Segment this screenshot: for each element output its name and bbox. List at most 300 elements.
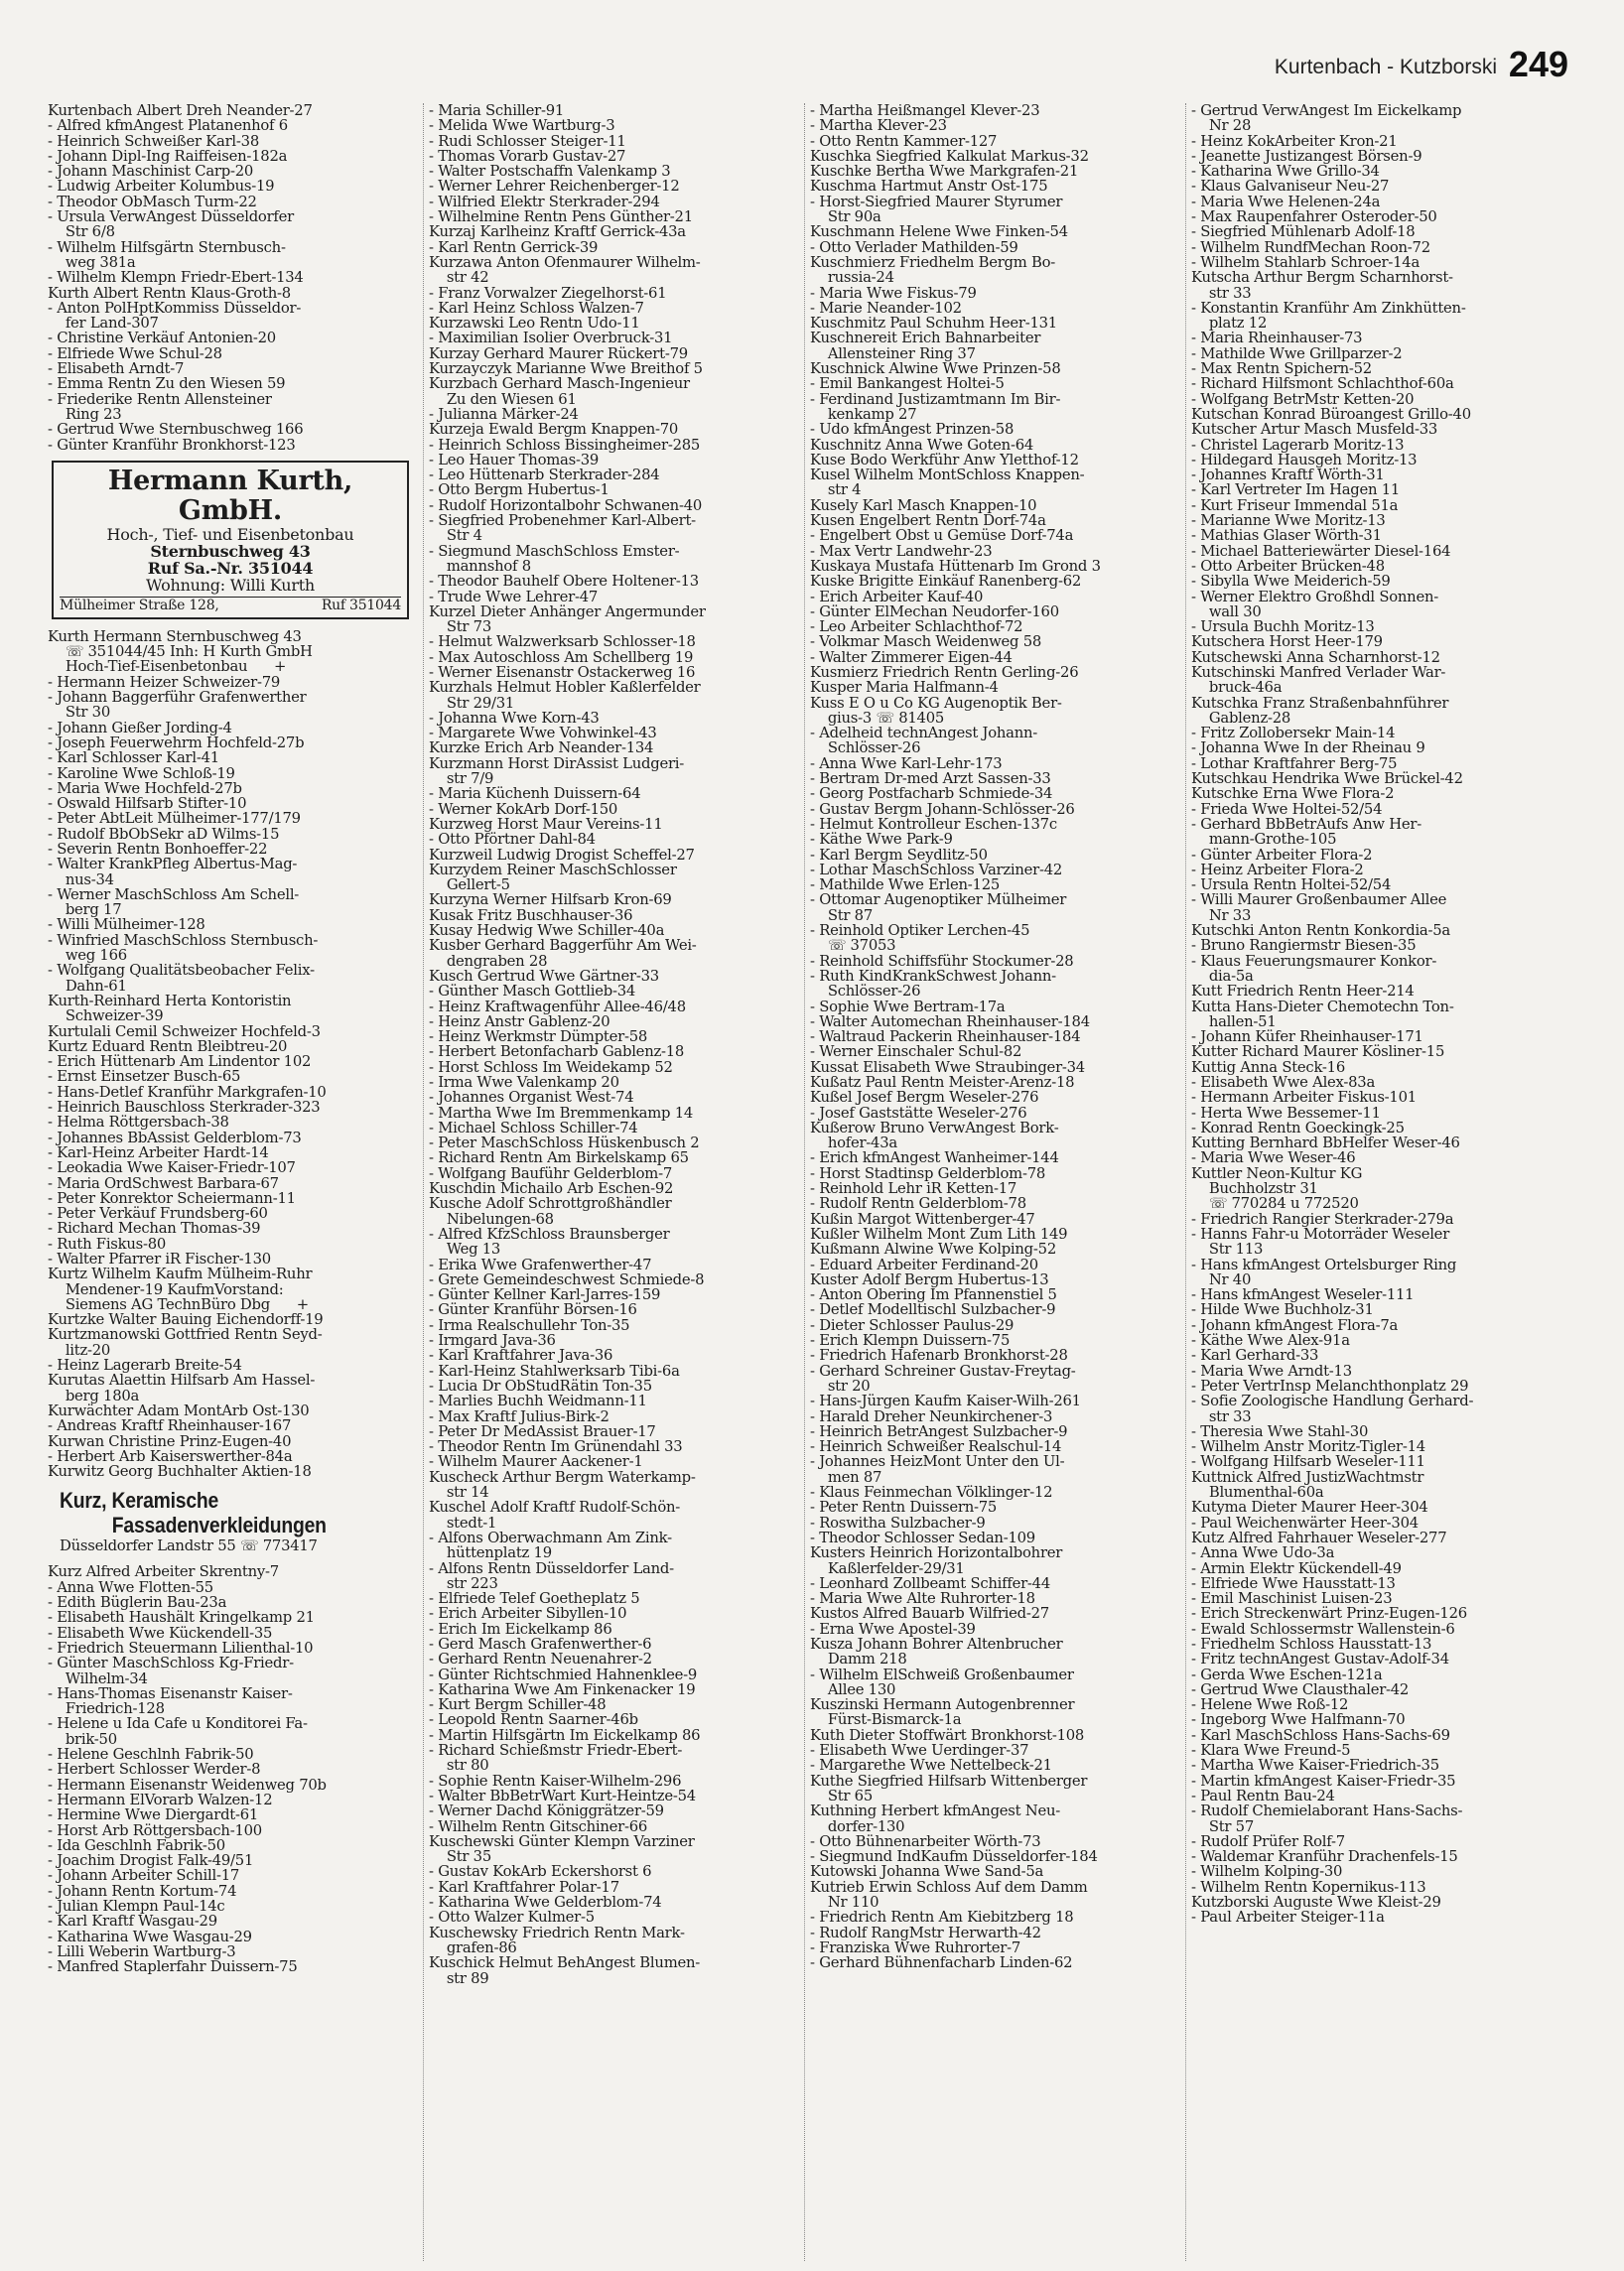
directory-entry: Kuschma Hartmut Anstr Ost-175 xyxy=(810,179,1048,195)
directory-entry: brik-50 xyxy=(48,1731,117,1748)
directory-entry: Gablenz-28 xyxy=(1191,710,1291,727)
directory-entry: - Johannes Organist West-74 xyxy=(429,1090,634,1106)
directory-entry: Nr 33 xyxy=(1191,907,1252,924)
directory-entry: - Erich Streckenwärt Prinz-Eugen-126 xyxy=(1191,1606,1467,1622)
directory-entry: - Johanna Wwe In der Rheinau 9 xyxy=(1191,740,1425,756)
directory-entry: Kusber Gerhard Baggerführ Am Wei- xyxy=(429,938,697,954)
directory-entry: - Mathias Glaser Wörth-31 xyxy=(1191,528,1382,544)
directory-entry: Kutta Hans-Dieter Chemotechn Ton- xyxy=(1191,999,1454,1014)
directory-entry: - Otto Rentn Kammer-127 xyxy=(810,133,998,149)
directory-entry: Schweizer-39 xyxy=(48,1008,164,1024)
directory-entry: - Michael Batteriewärter Diesel-164 xyxy=(1191,543,1451,559)
directory-entry: - Katharina Wwe Am Finkenacker 19 xyxy=(429,1681,696,1698)
directory-entry: Kuschick Helmut BehAngest Blumen- xyxy=(429,1955,701,1971)
ad-company-name: Hermann Kurth, GmbH. xyxy=(107,465,353,526)
directory-entry: - Roswitha Sulzbacher-9 xyxy=(810,1515,986,1531)
directory-entry: - Wolfgang Bauführ Gelderblom-7 xyxy=(429,1165,672,1182)
directory-entry: - Friederike Rentn Allensteiner xyxy=(48,391,272,407)
directory-entry: - Friedrich Hafenarb Bronkhorst-28 xyxy=(810,1348,1068,1364)
directory-entry: - Rudolf Chemielaborant Hans-Sachs- xyxy=(1191,1803,1463,1819)
directory-entry: - Maria Schiller-91 xyxy=(429,103,565,119)
directory-entry: - Christel Lagerarb Moritz-13 xyxy=(1191,437,1405,453)
directory-entry: - Max Rentn Spichern-52 xyxy=(1191,361,1372,377)
directory-entry: str 33 xyxy=(1191,285,1252,301)
page-header xyxy=(48,40,1568,89)
directory-entry: - Heinrich BetrAngest Sulzbacher-9 xyxy=(810,1423,1068,1440)
directory-entry: Weg 13 xyxy=(429,1242,501,1258)
directory-entry: - Irma Realschullehr Ton-35 xyxy=(429,1317,630,1334)
directory-entry: Nr 110 xyxy=(810,1895,880,1911)
directory-entry: - Adelheid technAngest Johann- xyxy=(810,726,1038,741)
directory-entry: ☏ 37053 xyxy=(810,938,896,954)
directory-entry: - Emma Rentn Zu den Wiesen 59 xyxy=(48,376,286,392)
directory-entry: - Herta Wwe Bessemer-11 xyxy=(1191,1105,1381,1121)
directory-entry: - Maria Rheinhauser-73 xyxy=(1191,331,1363,346)
directory-entry: Kutschera Horst Heer-179 xyxy=(1191,634,1383,650)
directory-entry: Kurth Hermann Sternbuschweg 43 xyxy=(48,628,302,645)
page-number: 249 xyxy=(1508,44,1568,84)
directory-entry: - Anton PolHptKommiss Düsseldor- xyxy=(48,300,302,317)
directory-entry: str 80 xyxy=(429,1758,489,1774)
directory-entry: - Reinhold Schiffsführ Stockumer-28 xyxy=(810,953,1074,969)
directory-entry: - Gerhard Bühnenfacharb Linden-62 xyxy=(810,1955,1073,1971)
directory-entry: - Erich Im Eickelkamp 86 xyxy=(429,1621,612,1637)
directory-entry: - Irmgard Java-36 xyxy=(429,1333,556,1349)
ad-line: Hoch-, Tief- und Eisenbetonbau xyxy=(106,524,354,544)
directory-entry: - Otto Pförtner Dahl-84 xyxy=(429,832,596,848)
directory-entry: - Hilde Wwe Buchholz-31 xyxy=(1191,1302,1374,1318)
directory-entry: - Werner Eisenanstr Ostackerweg 16 xyxy=(429,664,696,681)
directory-entry: - Ferdinand Justizamtmann Im Bir- xyxy=(810,391,1061,407)
directory-entry: Kurzke Erich Arb Neander-134 xyxy=(429,740,654,756)
directory-entry: - Maria OrdSchwest Barbara-67 xyxy=(48,1175,279,1191)
directory-entry: - Trude Wwe Lehrer-47 xyxy=(429,589,599,604)
directory-entry: - Reinhold Optiker Lerchen-45 xyxy=(810,923,1030,939)
directory-entry: - Erich kfmAngest Wanheimer-144 xyxy=(810,1150,1059,1166)
directory-entry: - Marlies Buchh Weidmann-11 xyxy=(429,1394,647,1409)
directory-entry: - Maria Wwe Arndt-13 xyxy=(1191,1363,1352,1379)
directory-entry: Str 73 xyxy=(429,619,492,635)
directory-entry: - Ewald Schlossermstr Wallenstein-6 xyxy=(1191,1621,1455,1637)
directory-entry: kenkamp 27 xyxy=(810,406,917,423)
directory-entry: Kuse Bodo Werkführ Anw Yletthof-12 xyxy=(810,452,1079,468)
directory-entry: - Sofie Zoologische Handlung Gerhard- xyxy=(1191,1394,1474,1409)
directory-entry: Kuschmitz Paul Schuhm Heer-131 xyxy=(810,316,1057,332)
directory-entry: - Theodor Bauhelf Obere Holtener-13 xyxy=(429,574,699,590)
directory-entry: - Heinz KokArbeiter Kron-21 xyxy=(1191,133,1398,149)
directory-entry: - Margarethe Wwe Nettelbeck-21 xyxy=(810,1758,1052,1774)
directory-entry: - Mathilde Wwe Grillparzer-2 xyxy=(1191,345,1403,362)
directory-entry: Kusely Karl Masch Knappen-10 xyxy=(810,497,1037,514)
directory-entry: - Rudolf Prüfer Rolf-7 xyxy=(1191,1833,1345,1850)
directory-entry: - Heinz Arbeiter Flora-2 xyxy=(1191,862,1364,878)
directory-entry: - Ingeborg Wwe Halfmann-70 xyxy=(1191,1712,1406,1728)
directory-entry: Kurth Albert Rentn Klaus-Groth-8 xyxy=(48,285,291,301)
directory-entry: - Sophie Wwe Bertram-17a xyxy=(810,999,1006,1014)
directory-entry: Kußmann Alwine Wwe Kolping-52 xyxy=(810,1242,1056,1258)
directory-entry: - Karl-Heinz Arbeiter Hardt-14 xyxy=(48,1144,269,1161)
directory-entry: - Hans-Thomas Eisenanstr Kaiser- xyxy=(48,1685,293,1702)
directory-entry: - Wilhelm RundfMechan Roon-72 xyxy=(1191,239,1430,255)
directory-entry: - Reinhold Lehr iR Ketten-17 xyxy=(810,1181,1017,1197)
directory-entry: str 42 xyxy=(429,270,489,286)
directory-entry: - Siegmund IndKaufm Düsseldorfer-184 xyxy=(810,1849,1098,1865)
directory-entry: str 20 xyxy=(810,1378,871,1395)
directory-entry: - Alfons Rentn Düsseldorfer Land- xyxy=(429,1560,674,1576)
directory-entry: Kurzweg Horst Maur Vereins-11 xyxy=(429,816,663,833)
directory-entry: - Helene Wwe Roß-12 xyxy=(1191,1697,1349,1713)
directory-entry: - Erika Wwe Grafenwerther-47 xyxy=(429,1257,652,1272)
directory-entry: Kurzel Dieter Anhänger Angermunder xyxy=(429,603,706,620)
directory-entry: mannshof 8 xyxy=(429,558,531,575)
directory-entry: Kuschka Siegfried Kalkulat Markus-32 xyxy=(810,148,1089,165)
directory-entry: - Maria Küchenh Duissern-64 xyxy=(429,786,641,802)
directory-entry: - Joseph Feuerwehrm Hochfeld-27b xyxy=(48,735,305,751)
directory-entry: - Johannes Kraftf Wörth-31 xyxy=(1191,468,1385,483)
directory-entry: - Gertrud Wwe Clausthaler-42 xyxy=(1191,1681,1410,1698)
directory-entry: Kusak Fritz Buschhauser-36 xyxy=(429,907,633,924)
directory-entry: - Werner Elektro Großhdl Sonnen- xyxy=(1191,589,1439,604)
directory-entry: - Erna Wwe Apostel-39 xyxy=(810,1621,976,1637)
directory-entry: - Andreas Kraftf Rheinhauser-167 xyxy=(48,1418,292,1434)
directory-entry: - Rudi Schlosser Steiger-11 xyxy=(429,133,626,149)
directory-entry: - Gerhard Rentn Neuenahrer-2 xyxy=(429,1652,652,1668)
directory-entry: - Friedhelm Schloss Hausstatt-13 xyxy=(1191,1636,1432,1653)
ad-footer-left: Mülheimer Straße 128, xyxy=(60,597,219,613)
directory-entry: - Helmut Kontrolleur Eschen-137c xyxy=(810,816,1057,833)
directory-entry: Kurzhals Helmut Hobler Kaßlerfelder xyxy=(429,680,701,696)
directory-entry: Allensteiner Ring 37 xyxy=(810,345,976,362)
directory-entry: Kussat Elisabeth Wwe Straubinger-34 xyxy=(810,1059,1085,1075)
directory-entry: berg 17 xyxy=(48,902,122,918)
directory-entry: - Heinz Kraftwagenführ Allee-46/48 xyxy=(429,999,686,1014)
directory-entry: - Manfred Staplerfahr Duissern-75 xyxy=(48,1959,298,1975)
directory-entry: Kuschel Adolf Kraftf Rudolf-Schön- xyxy=(429,1500,681,1516)
directory-entry: - Kurt Friseur Immendal 51a xyxy=(1191,497,1399,514)
column-divider xyxy=(1185,103,1186,2261)
directory-entry: - Hermann Eisenanstr Weidenweg 70b xyxy=(48,1777,327,1793)
directory-entry: men 87 xyxy=(810,1469,882,1486)
directory-entry: - Helene Geschlnh Fabrik-50 xyxy=(48,1747,254,1763)
directory-entry: Kuthning Herbert kfmAngest Neu- xyxy=(810,1803,1061,1819)
directory-entry: Kusel Wilhelm MontSchloss Knappen- xyxy=(810,468,1085,483)
directory-entry: Mendener-19 KaufmVorstand: xyxy=(48,1281,284,1297)
directory-entry: Str 87 xyxy=(810,907,874,924)
directory-entry: - Bruno Rangiermstr Biesen-35 xyxy=(1191,938,1417,954)
directory-entry: - Dieter Schlosser Paulus-29 xyxy=(810,1317,1015,1334)
directory-entry: - Christine Verkäuf Antonien-20 xyxy=(48,331,276,346)
entry-list xyxy=(429,103,798,1986)
directory-entry: - Elisabeth Haushält Kringelkamp 21 xyxy=(48,1610,315,1626)
directory-entry: - Klaus Feinmechan Völklinger-12 xyxy=(810,1485,1053,1501)
directory-entry: Siemens AG TechnBüro Dbg + xyxy=(48,1296,309,1313)
directory-entry: - Hans-Detlef Kranführ Markgrafen-10 xyxy=(48,1084,327,1101)
directory-entry: Nibelungen-68 xyxy=(429,1211,554,1227)
directory-entry: - Sophie Rentn Kaiser-Wilhelm-296 xyxy=(429,1773,682,1789)
directory-entry: Kuschdin Michailo Arb Eschen-92 xyxy=(429,1181,674,1197)
directory-entry: - Leo Hüttenarb Sterkrader-284 xyxy=(429,468,660,483)
entry-list xyxy=(48,103,417,453)
directory-entry: - Wilhelm ElSchweiß Großenbaumer xyxy=(810,1667,1074,1682)
directory-entry: Zu den Wiesen 61 xyxy=(429,391,577,407)
directory-entry: - Erich Klempn Duissern-75 xyxy=(810,1333,1011,1349)
directory-columns xyxy=(48,103,1576,2261)
directory-entry: - Günter MaschSchloss Kg-Friedr- xyxy=(48,1656,294,1671)
directory-entry: - Helmut Walzwerksarb Schlosser-18 xyxy=(429,634,696,650)
directory-entry: - Elisabeth Wwe Alex-83a xyxy=(1191,1075,1376,1091)
directory-entry: - Heinrich Schweißer Karl-38 xyxy=(48,133,259,149)
directory-entry: berg 180a xyxy=(48,1388,140,1403)
directory-entry: - Peter Konrektor Scheiermann-11 xyxy=(48,1190,296,1207)
directory-entry: Schlösser-26 xyxy=(810,740,921,756)
directory-entry: - Hermann Arbeiter Fiskus-101 xyxy=(1191,1090,1417,1106)
directory-entry: - Anna Wwe Karl-Lehr-173 xyxy=(810,755,1003,772)
directory-entry: - Alfred KfzSchloss Braunsberger xyxy=(429,1226,670,1243)
directory-entry: - Oswald Hilfsarb Stifter-10 xyxy=(48,796,247,812)
directory-entry: - Otto Verlader Mathilden-59 xyxy=(810,239,1018,255)
directory-entry: - Melida Wwe Wartburg-3 xyxy=(429,118,615,134)
directory-entry: - Ludwig Arbeiter Kolumbus-19 xyxy=(48,179,275,195)
directory-entry: - Lothar MaschSchloss Varziner-42 xyxy=(810,862,1063,878)
directory-entry: - Peter Dr MedAssist Brauer-17 xyxy=(429,1423,656,1440)
directory-entry: - Wilhelm Anstr Moritz-Tigler-14 xyxy=(1191,1439,1425,1455)
directory-entry: - Lilli Weberin Wartburg-3 xyxy=(48,1943,236,1960)
directory-entry: - Siegfried Probenehmer Karl-Albert- xyxy=(429,513,696,529)
directory-entry: - Elfriede Telef Goetheplatz 5 xyxy=(429,1591,640,1607)
directory-entry: Kutt Friedrich Rentn Heer-214 xyxy=(1191,984,1415,1000)
directory-entry: Kutzborski Auguste Wwe Kleist-29 xyxy=(1191,1895,1441,1911)
directory-entry: - Wolfgang BetrMstr Ketten-20 xyxy=(1191,391,1415,407)
directory-entry: dorfer-130 xyxy=(810,1818,905,1834)
directory-entry: - Paul Arbeiter Steiger-11a xyxy=(1191,1910,1385,1926)
directory-entry: Kurtz Eduard Rentn Bleibtreu-20 xyxy=(48,1038,288,1055)
directory-entry: - Wolfgang Qualitätsbeobacher Felix- xyxy=(48,963,315,979)
directory-entry: - Karl Schlosser Karl-41 xyxy=(48,750,219,766)
directory-entry: Kurzawski Leo Rentn Udo-11 xyxy=(429,316,640,332)
directory-entry: Kusmierz Friedrich Rentn Gerling-26 xyxy=(810,664,1079,681)
directory-entry: wall 30 xyxy=(1191,603,1262,620)
directory-entry: - Theodor ObMasch Turm-22 xyxy=(48,194,257,210)
directory-entry: - Hans kfmAngest Weseler-111 xyxy=(1191,1287,1415,1303)
directory-entry: - Wilhelm Maurer Aackener-1 xyxy=(429,1454,643,1470)
entry-list xyxy=(1191,103,1576,1926)
directory-entry: - Gerda Wwe Eschen-121a xyxy=(1191,1667,1383,1682)
directory-entry: - Walter Automechan Rheinhauser-184 xyxy=(810,1013,1090,1030)
directory-entry: Kuth Dieter Stoffwärt Bronkhorst-108 xyxy=(810,1727,1085,1744)
directory-entry: - Wilfried Elektr Sterkrader-294 xyxy=(429,194,660,210)
directory-entry: - Johann Baggerführ Grafenwerther xyxy=(48,690,307,706)
directory-entry: - Herbert Schlosser Werder-8 xyxy=(48,1762,261,1778)
directory-entry: - Werner Dachd Königgrätzer-59 xyxy=(429,1803,664,1819)
directory-entry: - Erich Arbeiter Sibyllen-10 xyxy=(429,1606,627,1622)
directory-entry: - Katharina Wwe Gelderblom-74 xyxy=(429,1895,662,1911)
directory-entry: - Josef Gaststätte Weseler-276 xyxy=(810,1105,1027,1121)
directory-entry: - Werner KokArb Dorf-150 xyxy=(429,801,618,817)
directory-entry: - Max Autoschloss Am Schellberg 19 xyxy=(429,649,694,665)
directory-entry: - Walter Zimmerer Eigen-44 xyxy=(810,649,1013,665)
directory-entry: - Kurt Bergm Schiller-48 xyxy=(429,1697,607,1713)
directory-entry: Kaßlerfelder-29/31 xyxy=(810,1560,965,1576)
directory-entry: - Günter Arbeiter Flora-2 xyxy=(1191,847,1373,863)
directory-entry: - Maria Wwe Weser-46 xyxy=(1191,1150,1356,1166)
directory-entry: Wilhelm-34 xyxy=(48,1670,148,1686)
directory-entry: Kurutas Alaettin Hilfsarb Am Hassel- xyxy=(48,1373,316,1389)
directory-entry: Kurtz Wilhelm Kaufm Mülheim-Ruhr xyxy=(48,1267,313,1282)
directory-entry: - Richard Rentn Am Birkelskamp 65 xyxy=(429,1150,689,1166)
directory-entry: - Johann Rentn Kortum-74 xyxy=(48,1883,237,1899)
directory-entry: - Otto Walzer Kulmer-5 xyxy=(429,1910,595,1926)
directory-entry: Str 30 xyxy=(48,705,111,721)
directory-entry: - Paul Weichenwärter Heer-304 xyxy=(1191,1515,1419,1531)
directory-entry: Allee 130 xyxy=(810,1681,896,1698)
directory-entry: - Peter MaschSchloss Hüskenbusch 2 xyxy=(429,1136,700,1151)
directory-entry: - Franz Vorwalzer Ziegelhorst-61 xyxy=(429,285,667,301)
directory-entry: str 7/9 xyxy=(429,771,494,787)
directory-entry: - Elfriede Wwe Schul-28 xyxy=(48,345,222,362)
directory-entry: - Horst Stadtinsp Gelderblom-78 xyxy=(810,1165,1046,1182)
directory-entry: - Karl Kraftfahrer Java-36 xyxy=(429,1348,613,1364)
directory-entry: nus-34 xyxy=(48,871,114,887)
directory-entry: Kuschke Bertha Wwe Markgrafen-21 xyxy=(810,164,1079,180)
directory-entry: - Erich Hüttenarb Am Lindentor 102 xyxy=(48,1054,312,1070)
directory-entry: Kuster Adolf Bergm Hubertus-13 xyxy=(810,1271,1049,1288)
directory-entry: - Waltraud Packerin Rheinhauser-184 xyxy=(810,1029,1081,1045)
entry-list xyxy=(810,103,1179,1971)
directory-entry: Kurzydem Reiner MaschSchlosser xyxy=(429,862,677,878)
directory-entry: - Otto Bühnenarbeiter Wörth-73 xyxy=(810,1833,1041,1850)
directory-entry: Kurzawa Anton Ofenmaurer Wilhelm- xyxy=(429,254,701,271)
ad-line: Ruf Sa.-Nr. 351044 xyxy=(147,558,314,578)
directory-entry: Kuscheck Arthur Bergm Waterkamp- xyxy=(429,1469,696,1486)
directory-entry: - Hermann Heizer Schweizer-79 xyxy=(48,674,281,691)
directory-entry: - Katharina Wwe Grillo-34 xyxy=(1191,164,1380,180)
advertisement-kurth xyxy=(52,461,409,619)
directory-entry: weg 166 xyxy=(48,948,127,964)
directory-entry: Kusper Maria Halfmann-4 xyxy=(810,680,999,696)
directory-entry: - Peter VertrInsp Melanchthonplatz 29 xyxy=(1191,1378,1469,1395)
directory-entry: Kuskaya Mustafa Hüttenarb Im Grond 3 xyxy=(810,558,1101,575)
directory-entry: - Edith Büglerin Bau-23a xyxy=(48,1595,227,1611)
directory-entry: - Hans kfmAngest Ortelsburger Ring xyxy=(1191,1257,1457,1272)
directory-entry: - Anton Obering Im Pfannenstiel 5 xyxy=(810,1287,1057,1303)
directory-entry: - Helma Röttgersbach-38 xyxy=(48,1115,229,1131)
directory-entry: Kurtzmanowski Gottfried Rentn Seyd- xyxy=(48,1327,323,1343)
directory-entry: Nr 40 xyxy=(1191,1271,1252,1288)
directory-entry: - Karl Kraftf Wasgau-29 xyxy=(48,1914,217,1930)
directory-entry: - Johann Dipl-Ing Raiffeisen-182a xyxy=(48,148,288,165)
directory-entry: Kuss E O u Co KG Augenoptik Ber- xyxy=(810,695,1062,711)
directory-entry: - Günter ElMechan Neudorfer-160 xyxy=(810,603,1059,620)
directory-entry: Blumenthal-60a xyxy=(1191,1485,1324,1501)
directory-entry: - Richard Hilfsmont Schlachthof-60a xyxy=(1191,376,1454,392)
directory-entry: - Udo kfmAngest Prinzen-58 xyxy=(810,422,1015,438)
column-divider xyxy=(423,103,424,2261)
directory-entry: - Hermann ElVorarb Walzen-12 xyxy=(48,1792,273,1808)
directory-entry: - Friedrich Steuermann Lilienthal-10 xyxy=(48,1640,314,1657)
directory-entry: litz-20 xyxy=(48,1342,111,1359)
directory-entry: - Armin Elektr Kückendell-49 xyxy=(1191,1560,1402,1576)
directory-entry: - Richard Schießmstr Friedr-Ebert- xyxy=(429,1743,683,1759)
directory-entry: - Sibylla Wwe Meiderich-59 xyxy=(1191,574,1391,590)
directory-entry: Kußin Margot Wittenberger-47 xyxy=(810,1211,1035,1227)
directory-entry: - Wilhelm Kolping-30 xyxy=(1191,1864,1343,1880)
directory-entry: - Wilhelm Rentn Gitschiner-66 xyxy=(429,1818,648,1834)
directory-entry: Kußler Wilhelm Mont Zum Lith 149 xyxy=(810,1226,1068,1243)
directory-entry: - Johannes HeizMont Unter den Ul- xyxy=(810,1454,1065,1470)
directory-entry: Str 65 xyxy=(810,1788,874,1804)
ad-line: Düsseldorfer Landstr 55 ☏ 773417 xyxy=(60,1537,318,1555)
directory-entry: - Walter BbBetrWart Kurt-Heintze-54 xyxy=(429,1788,696,1804)
directory-entry: - Julianna Märker-24 xyxy=(429,406,579,423)
directory-entry: - Maria Wwe Hochfeld-27b xyxy=(48,780,242,797)
directory-entry: - Wilhelm Hilfsgärtn Sternbusch- xyxy=(48,239,286,255)
directory-entry: grafen-86 xyxy=(429,1939,517,1956)
directory-entry: Kutz Alfred Fahrhauer Weseler-277 xyxy=(1191,1530,1447,1546)
directory-entry: Kusen Engelbert Rentn Dorf-74a xyxy=(810,513,1046,529)
directory-entry: bruck-46a xyxy=(1191,680,1283,696)
directory-entry: - Marianne Wwe Moritz-13 xyxy=(1191,513,1386,529)
directory-entry: Kurzeja Ewald Bergm Knappen-70 xyxy=(429,422,679,438)
directory-entry: - Maria Wwe Helenen-24a xyxy=(1191,194,1381,210)
directory-entry: - Leo Arbeiter Schlachthof-72 xyxy=(810,619,1023,635)
directory-entry: - Wilhelm Klempn Friedr-Ebert-134 xyxy=(48,270,304,286)
directory-entry: - Wolfgang Hilfsarb Weseler-111 xyxy=(1191,1454,1425,1470)
directory-entry: - Ernst Einsetzer Busch-65 xyxy=(48,1069,241,1085)
directory-entry: Kurz Alfred Arbeiter Skrentny-7 xyxy=(48,1564,279,1580)
directory-entry: - Friedrich Rentn Am Kiebitzberg 18 xyxy=(810,1910,1074,1926)
directory-entry: - Willi Maurer Großenbaumer Allee xyxy=(1191,892,1447,908)
directory-entry: - Wilhelm Stahlarb Schroer-14a xyxy=(1191,254,1421,271)
directory-entry: - Marie Neander-102 xyxy=(810,300,962,317)
directory-entry: - Fritz technAngest Gustav-Adolf-34 xyxy=(1191,1652,1449,1668)
directory-entry: - Max Raupenfahrer Osteroder-50 xyxy=(1191,209,1437,225)
column-3 xyxy=(810,103,1179,2261)
directory-entry: Kuschmann Helene Wwe Finken-54 xyxy=(810,224,1068,240)
directory-entry: Kurwitz Georg Buchhalter Aktien-18 xyxy=(48,1464,312,1480)
directory-entry: - Winfried MaschSchloss Sternbusch- xyxy=(48,932,319,949)
ad-company-sub: Fassadenverkleidungen xyxy=(111,1513,327,1538)
directory-entry: - Thomas Vorarb Gustav-27 xyxy=(429,148,626,165)
directory-entry: - Karl-Heinz Stahlwerksarb Tibi-6a xyxy=(429,1363,680,1379)
directory-entry: - Rudolf BbObSekr aD Wilms-15 xyxy=(48,826,280,842)
directory-entry: - Martha Heißmangel Klever-23 xyxy=(810,103,1040,119)
directory-entry: Kuttler Neon-Kultur KG xyxy=(1191,1165,1363,1182)
directory-entry: - Margarete Wwe Vohwinkel-43 xyxy=(429,726,657,741)
directory-entry: - Walter Pfarrer iR Fischer-130 xyxy=(48,1252,271,1268)
directory-entry: - Wilhelmine Rentn Pens Günther-21 xyxy=(429,209,693,225)
directory-entry: - Konstantin Kranführ Am Zinkhütten- xyxy=(1191,300,1466,317)
directory-entry: - Ursula Rentn Holtei-52/54 xyxy=(1191,877,1392,893)
directory-entry: - Leonhard Zollbeamt Schiffer-44 xyxy=(810,1575,1051,1592)
directory-entry: - Rudolf Horizontalbohr Schwanen-40 xyxy=(429,497,703,514)
directory-entry: Str 90a xyxy=(810,209,881,225)
directory-entry: - Joachim Drogist Falk-49/51 xyxy=(48,1853,254,1869)
directory-entry: Kusters Heinrich Horizontalbohrer xyxy=(810,1545,1063,1561)
directory-entry: - Karl Gerhard-33 xyxy=(1191,1348,1319,1364)
directory-entry: - Gertrud Wwe Sternbuschweg 166 xyxy=(48,422,304,438)
directory-entry: Kutschki Anton Rentn Konkordia-5a xyxy=(1191,923,1450,939)
directory-entry: - Gerhard Schreiner Gustav-Freytag- xyxy=(810,1363,1076,1379)
directory-entry: - Otto Bergm Hubertus-1 xyxy=(429,482,609,498)
directory-entry: Kutschewski Anna Scharnhorst-12 xyxy=(1191,649,1440,665)
directory-entry: Kusch Gertrud Wwe Gärtner-33 xyxy=(429,968,659,985)
directory-entry: Kutrieb Erwin Schloss Auf dem Damm xyxy=(810,1879,1088,1896)
directory-entry: - Ursula VerwAngest Düsseldorfer xyxy=(48,209,294,225)
directory-entry: Str 4 xyxy=(429,528,482,544)
directory-entry: Kußel Josef Bergm Weseler-276 xyxy=(810,1090,1039,1106)
directory-entry: Kurwächter Adam MontArb Ost-130 xyxy=(48,1403,310,1419)
directory-entry: Str 29/31 xyxy=(429,695,515,711)
